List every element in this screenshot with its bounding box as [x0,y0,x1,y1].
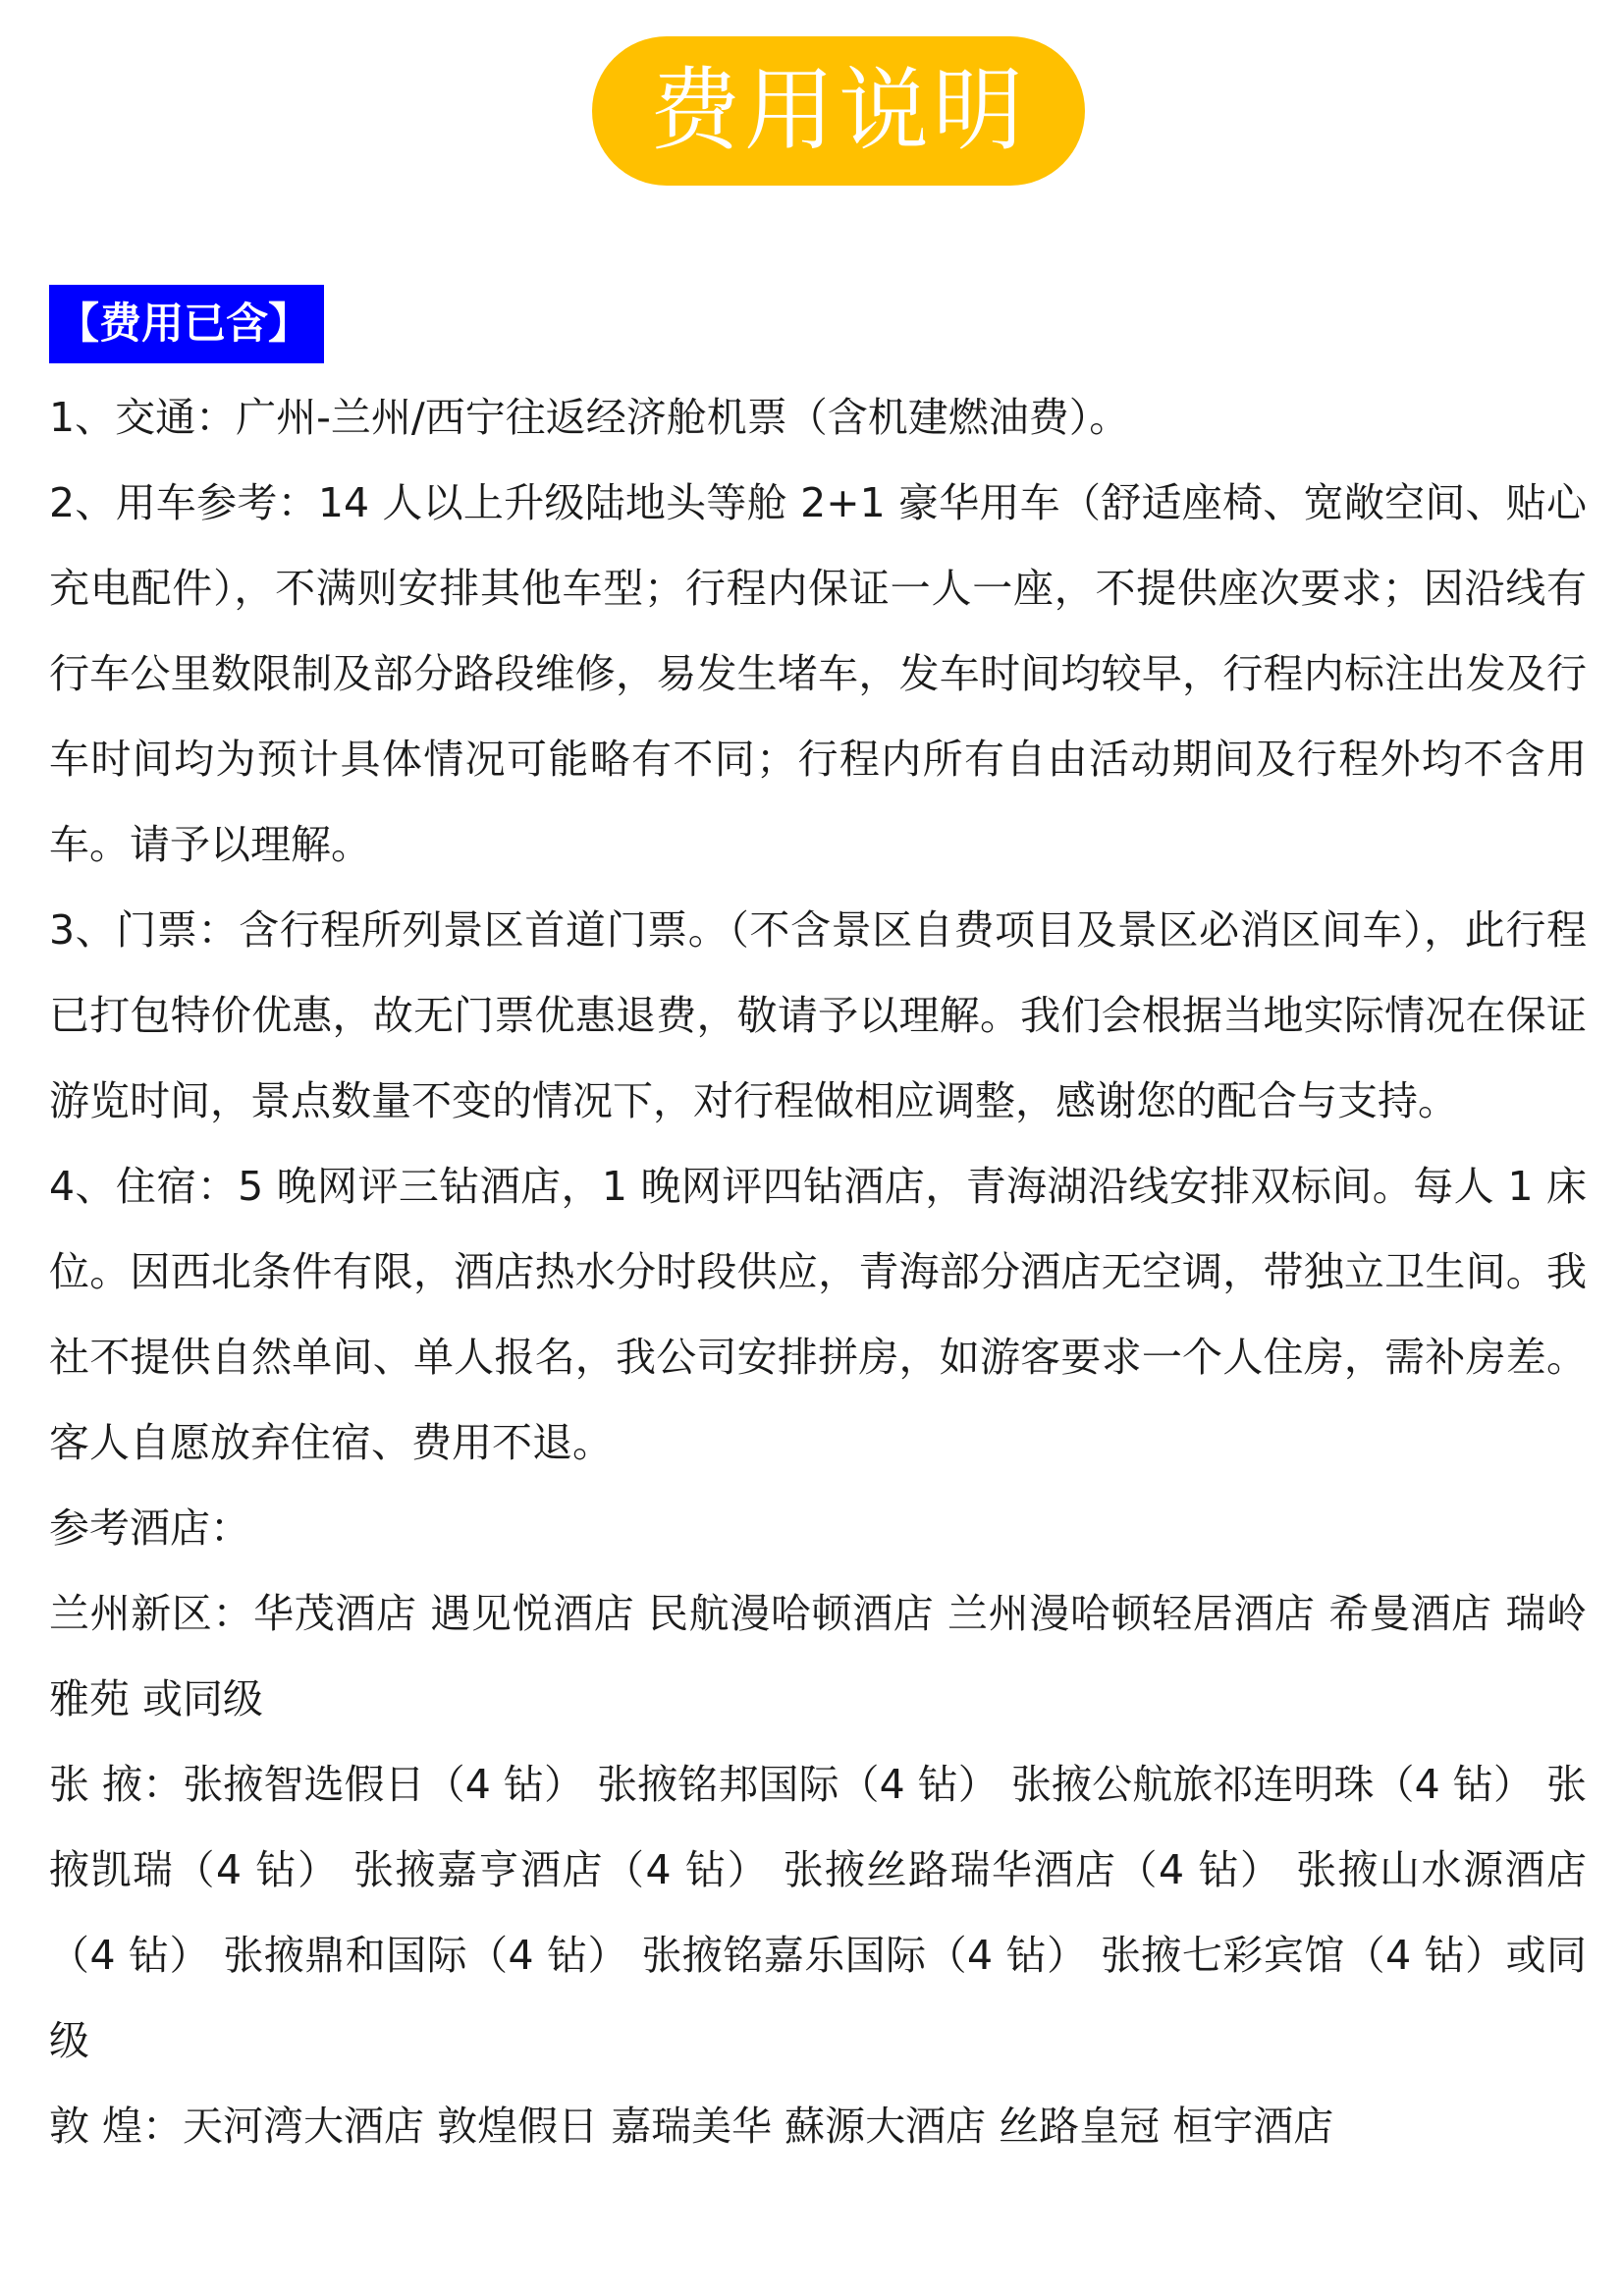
section-tag-fees-included: 【费用已含】 [49,285,324,363]
paragraph-hotels-lanzhou: 兰州新区：华茂酒店 遇见悦酒店 民航漫哈顿酒店 兰州漫哈顿轻居酒店 希曼酒店 瑞岭雅苑 或同级 [49,1590,1587,1722]
paragraph-reference-hotels-heading: 参考酒店： [49,1504,250,1552]
paragraph-hotels-zhangye: 张 掖：张掖智选假日（4 钻） 张掖铭邦国际（4 钻） 张掖公航旅祁连明珠（4 钻） 张掖凯瑞（4 钻） 张掖嘉亨酒店（4 钻） 张掖丝路瑞华酒店（4 钻） 张掖山水源酒店（4 钻） 张掖鼎和国际（4 钻） 张掖铭嘉乐国际（4 钻） 张掖七彩宾馆（4 钻）或同级 [49,1761,1587,2064]
paragraph-tickets: 3、门票：含行程所列景区首道门票。（不含景区自费项目及景区必消区间车），此行程已打包特价优惠，故无门票优惠退费，敬请予以理解。我们会根据当地实际情况在保证游览时间，景点数量不变的情况下，对行程做相应调整，感谢您的配合与支持。 [49,906,1587,1124]
paragraph-transport: 1、交通：广州-兰州/西宁往返经济舱机票（含机建燃油费）。 [49,394,1130,441]
page-title: 费用说明 [649,58,1027,163]
title-banner [592,36,1085,186]
fee-details-body [49,375,1587,2169]
paragraph-vehicle: 2、用车参考：14 人以上升级陆地头等舱 2+1 豪华用车（舒适座椅、宽敞空间、贴心充电配件），不满则安排其他车型；行程内保证一人一座，不提供座次要求；因沿线有行车公里数限制及部分路段维修，易发生堵车，发车时间均较早，行程内标注出发及行车时间均为预计具体情况可能略有不同；行程内所有自由活动期间及行程外均不含用车。请予以理解。 [49,479,1587,868]
paragraph-accommodation: 4、住宿：5 晚网评三钻酒店，1 晚网评四钻酒店，青海湖沿线安排双标间。每人 1 床位。因西北条件有限，酒店热水分时段供应，青海部分酒店无空调，带独立卫生间。我社不提供自然单间、单人报名，我公司安排拼房，如游客要求一个人住房，需补房差。客人自愿放弃住宿、费用不退。 [49,1163,1587,1466]
paragraph-hotels-dunhuang: 敦 煌：天河湾大酒店 敦煌假日 嘉瑞美华 蘇源大酒店 丝路皇冠 桓宇酒店 [49,2103,1334,2150]
